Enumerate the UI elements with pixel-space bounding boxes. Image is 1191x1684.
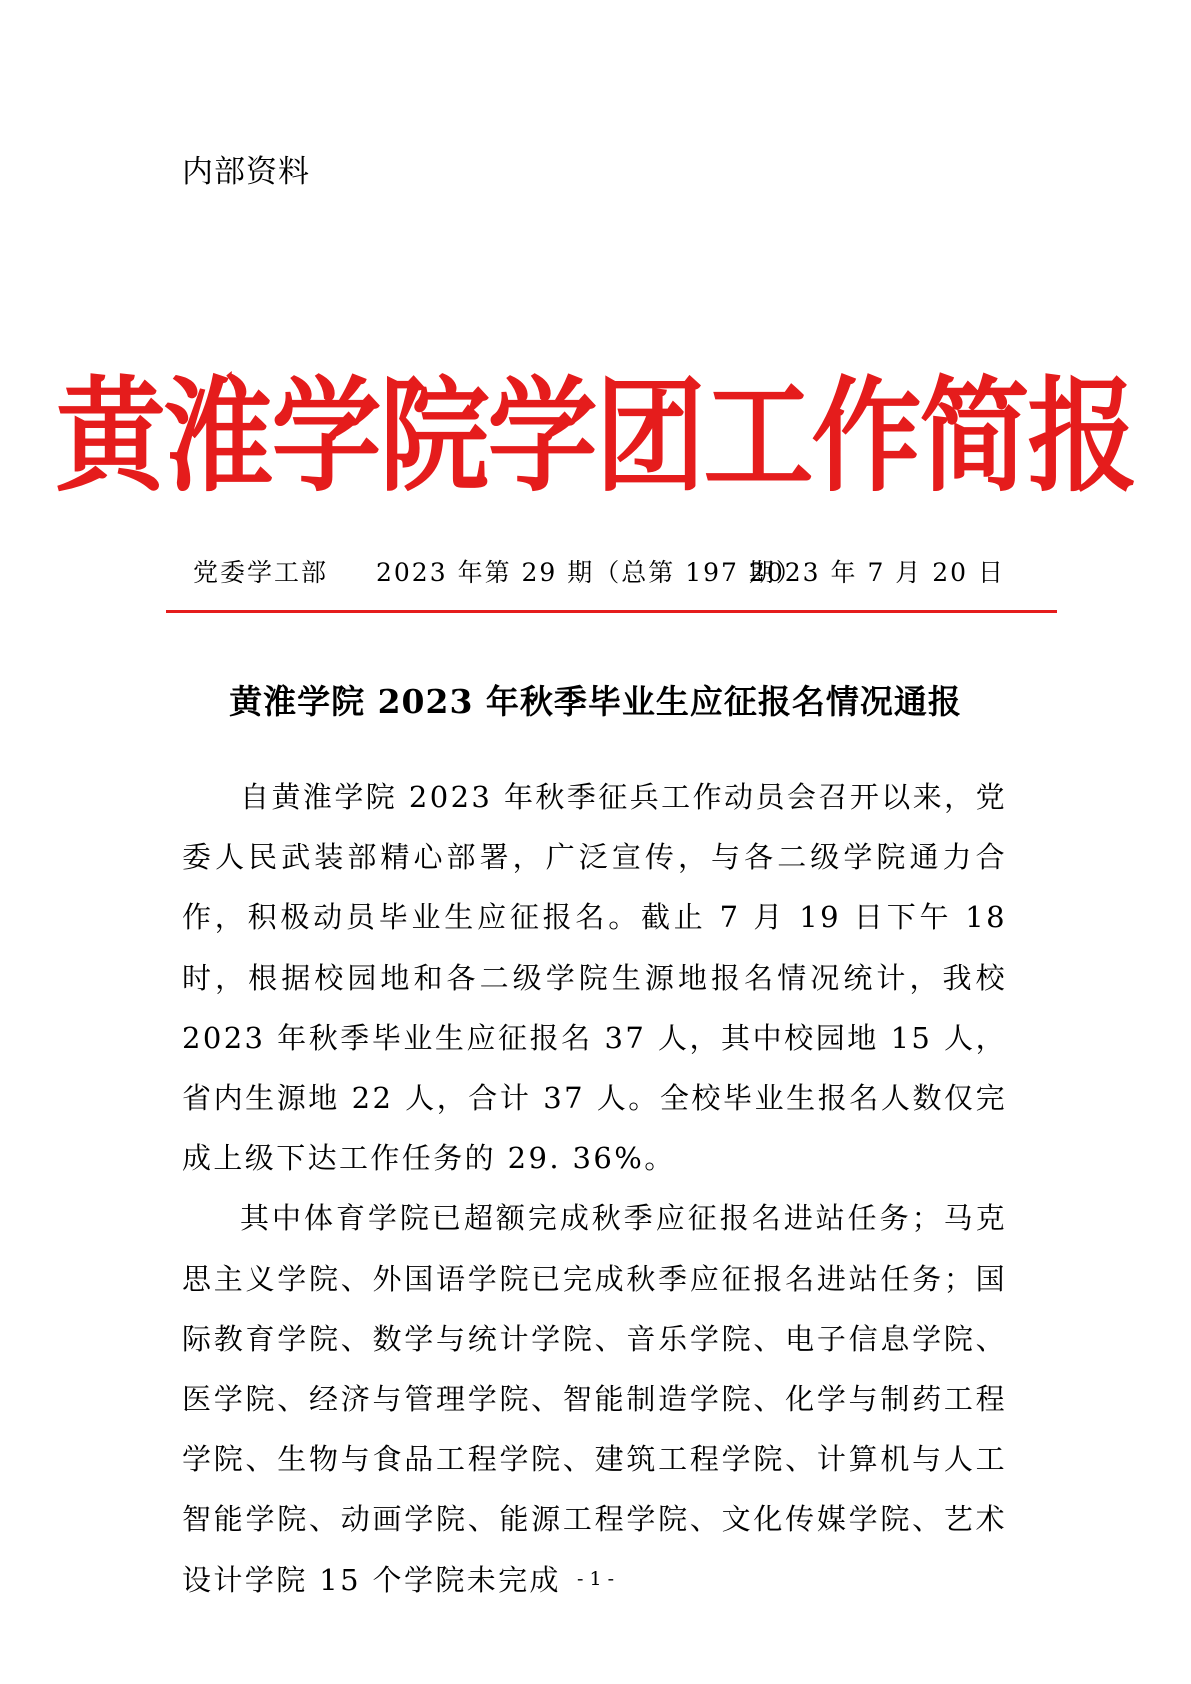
paragraph-1: 自黄淮学院 2023 年秋季征兵工作动员会召开以来，党委人民武装部精心部署，广泛宣传，与各二级学院通力合作，积极动员毕业生应征报名。截止 7 月 19 日下午 18 时，根据校园地和各二级学院生源地报名情况统计，我校 2023 年秋季毕业生应征报名 37 人，其中校园地 15 人，省内生源地 22 人，合计 37 人。全校毕业生报名人数仅完成上级下达工作任务的 29. 36%。: [182, 780, 1007, 1176]
issue-date: 2023 年 7 月 20 日: [748, 558, 1005, 587]
header-divider: [166, 610, 1057, 613]
classification-label: 内部资料: [182, 154, 310, 190]
issue-number: 2023 年第 29 期（总第 197 期）: [376, 558, 803, 587]
paragraph-2: 其中体育学院已超额完成秋季应征报名进站任务；马克思主义学院、外国语学院已完成秋季应征报名进站任务；国际教育学院、数学与统计学院、音乐学院、电子信息学院、医学院、经济与管理学院、智能制造学院、化学与制药工程学院、生物与食品工程学院、建筑工程学院、计算机与人工智能学院、动画学院、能源工程学院、文化传媒学院、艺术设计学院 15 个学院未完成: [182, 1201, 1007, 1597]
masthead-title: 黄淮学院学团工作简报: [55, 363, 1136, 509]
page-number: - 1 -: [576, 1568, 614, 1590]
article-title: 黄淮学院 2023 年秋季毕业生应征报名情况通报: [229, 682, 962, 721]
issue-info-line: [193, 553, 1005, 593]
issuing-department: 党委学工部: [193, 558, 329, 587]
article-body: [182, 767, 1007, 1610]
